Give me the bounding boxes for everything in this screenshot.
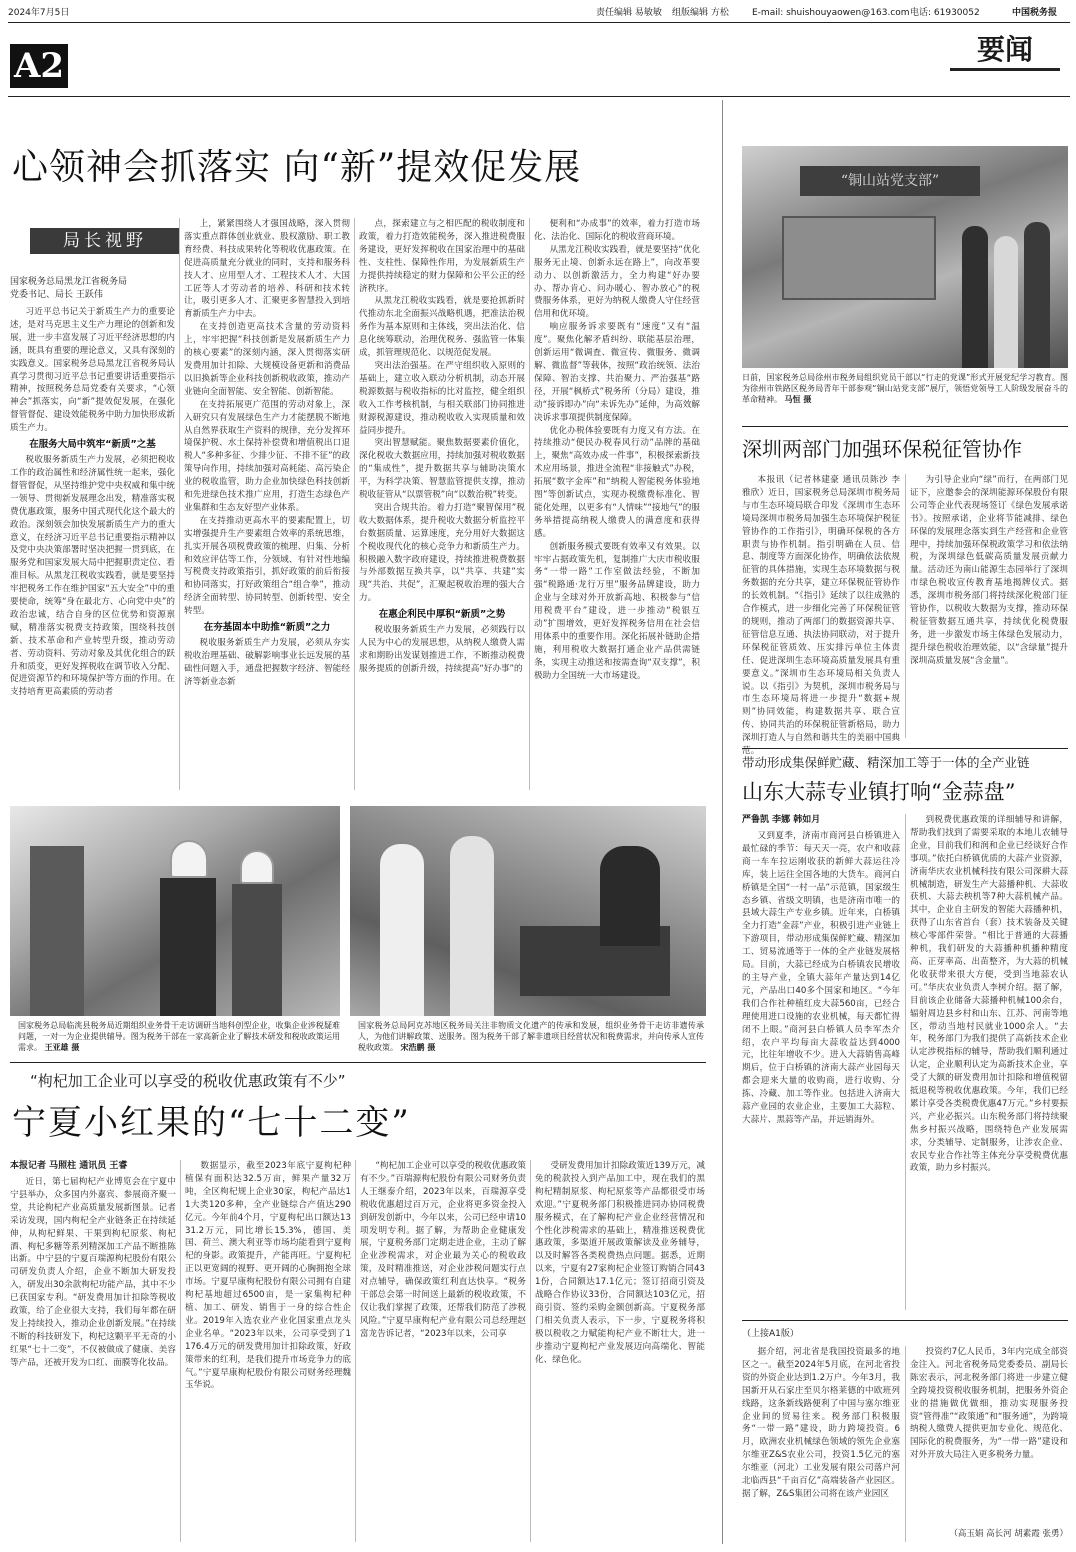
worker-figure — [30, 846, 84, 1016]
paragraph: 到税费优惠政策的详细辅导和讲解，帮助我们找到了需要采取的本地儿农辅导企业，目前我们和润和企业已经谈好合作事项。”依托白桥镇优质的大蒜产业资源，济南华庆农业机械科技有限公司深耕大蒜机械制造，研发生产大蒜播种机、大蒜收获机、大蒜去秧机等7种大蒜机械产品。其中，企业自主研发的智能大蒜播种机，获得了山东省首台（套）技术装备及关键核心零部件荣誉。“相比于普通的大蒜播种机，我们研发的大蒜播种机播种精度高、正芽率高、出苗整齐，为大蒜的机械化收获带来很大方便，受到当地蒜农认可。”华庆农业负责人李树介绍。据了解，目前该企业储备大蒜播种机械100余台，辐射周边县乡村和山东、江苏、河南等地区，带动当地村民就业1000余人。“去年，税务部门为我们提供了高新技术企业认定涉税指标的辅导，帮助我们顺利通过认定，企业顺利认定为高新技术企业，享受了大额的研发费用加计扣除和增值税留抵退税等税收优惠政策。今年，我们已经累计享受各类税费优惠47万元。”乡村要振兴，产业必振兴。山东税务部门将持续聚焦乡村振兴战略，围绕特色产业发展需求，分类辅导、定制服务，让涉农企业、农民专业合作社等主体充分享受税费优惠政策，助力乡村振兴。 — [910, 815, 1068, 1174]
section-rule — [742, 748, 1068, 749]
paragraph: 税收服务新质生产力发展，必须践行以人民为中心的发展思想，从纳税人缴费人需求和期盼出发谋划推进工作，不断推动税费服务提质的创新升级，持续提高“好办事”的 — [359, 625, 525, 674]
hebei-byline: （高玉娟 高长河 胡素霞 张勇） — [949, 1529, 1068, 1539]
paragraph: 点，探索建立与之相匹配的税收制度和政策，着力打造效能税务，深入推进税费服务建设，更好发挥税收在国家治理中的基础性、支柱性、保障性作用，为发展新质生产力提供持续稳定的财力保障和公平公正的经济秩序。 — [359, 219, 525, 294]
section-rule — [742, 1320, 1068, 1321]
paragraph: 上，紧紧围绕人才强国战略，深入贯彻落实重点群体创业就业、股权激励、职工教育经费、科技成果转化等税收优惠政策。在促进高质量充分就业的同时，支持和服务科技人才、应用型人才、工程技术人才、大国工匠等人才劳动者的培养、科研和技术转让，吸引更多人才、汇聚更多智慧投入到培育新质生产力中去。 — [184, 219, 350, 320]
phone-contact: 电话: 61930052 — [910, 8, 980, 18]
paragraph: 受研发费用加计扣除政策近139万元，减免的税款投入到产品加工中，现在我们的黑枸杞精制原浆、枸杞原浆等产品都很受市场欢迎。”宁夏税务部门积极推进同办协同税费服务模式，在了解枸杞产业企业经营情况和个性化涉税需求的基础上，精准推送税费优惠政策，多渠道开展政策解读及业务辅导，以及时解答各类税费热点问题。据悉，近期以来，宁夏有27家枸杞企业签订购销合同431份，合同额达17.1亿元；签订招商引资及战略合作协议33份，合同额达103亿元，招商引资、签约采购金额创新高。宁夏税务部门相关负责人表示，下一步，宁夏税务将积极以税收之力赋能枸杞产业不断壮大，进一步推动宁夏枸杞产业发展迈向高端化、智能化、绿色化。 — [535, 1161, 705, 1365]
tax-visit-caption — [18, 1020, 340, 1054]
subheading: 在夯基固本中助推“新质”之力 — [203, 622, 331, 634]
photographer-credit: 王亚雄 摄 — [44, 1043, 80, 1052]
shandong-headline: 山东大蒜专业镇打响“金蒜盘” — [742, 780, 1016, 804]
visitor-figure — [994, 236, 1018, 368]
column-divider — [179, 218, 180, 790]
paragraph: 在支持创造更高技术含量的劳动资料上，牢牢把握“科技创新是发展新质生产力的核心要素”的深刻内涵，深入贯彻落实研发费用加计扣除、大规模设备更新和消费品以旧换新等企业科技创新税收政策，推动产业链向全面智能、安全智能、创新智能。 — [184, 322, 350, 397]
masthead-bar — [8, 6, 1070, 20]
ningxia-headline: 宁夏小红果的“七十二变” — [12, 1103, 411, 1143]
column-divider — [354, 218, 355, 790]
masthead-rule — [8, 22, 1070, 23]
ningxia-byline: 本报记者 马照柱 通讯员 王睿 — [10, 1161, 128, 1171]
caption-text: 日前，国家税务总局徐州市税务局组织党员干部以“行走的党课”形式开展党纪学习教育。图为徐州市铁路区税务局青年干部参观“铜山站党支部”展厅，领悟党领导工人阶级发展奋斗的革命精神。 — [742, 373, 1068, 404]
hebei-col-1 — [742, 1346, 900, 1542]
ningxia-col-3 — [360, 1160, 526, 1542]
column-divider — [905, 814, 906, 1310]
shandong-col-1 — [742, 830, 900, 1310]
shenzhen-col-2 — [910, 474, 1068, 738]
paragraph: 从黑龙江税收实践看，就是要坚持“优化服务无止境、创新永远在路上”，向改革要动力、以创新激活力，全力构建“好办要办、帮办肯心、问办暖心、智办放心”的税费服务体系，更好为纳税人缴费人守住经营信用和优环境。 — [534, 244, 701, 320]
hebei-col-2 — [910, 1346, 1068, 1528]
paragraph: 优化办税体验要既有力度又有方法。在持续推动“便民办税春风行动”品牌的基础上，聚焦“高效办成一件事”，积极探索新技术应用场景，推进全流程“非接触式”办税，拓展“数字金库”和“纳税人智能税务体验地图”等创新试点，实现办税缴费标准化、智能化处理，以更多有“人情味”“接地气”的服务举措提高纳税人缴费人的满意度和获得感。 — [534, 425, 700, 539]
column-divider — [905, 474, 906, 738]
paragraph: 又到夏季，济南市商河县白桥镇进入最忙碌的季节：每天天一亮，农户和收蒜商一车车拉运刚收获的新鲜大蒜运往冷库，装上运往全国各地的大货车。商河白桥镇是全国“一村一品”示范镇，国家级生态乡镇、省级文明镇，也是济南市唯一的县域大蒜生产专业乡镇。近年来，白桥镇全力打造“金蒜”产业，积极引进产业链上下游项目，带动形成集保鲜贮藏、精深加工、贸易流通等于一体的全产业链发展格局。目前，大蒜已经成为白桥镇农民增收的主导产业，全镇大蒜年产量达到14亿元，产品出口40多个国家和地区。“今年我们合作社种植红皮大蒜560亩，已经合理使用进口设施的农业机械，每天都忙得闭不上眼。”商河县白桥镇人员李军杰介绍，农户平均每亩大蒜收益达到4000元，比往年增收不少。进入大蒜销售高峰期后，位于白桥镇的济南大蒜产业园每天都会迎来大量的收购商，进行收购、分拣、冷藏、加工等作业。包括进入济南大蒜产业园的农业企业，主要加工大蒜粒、大蒜片、黑蒜等产品，并远销海外。 — [742, 831, 900, 1125]
author-org: 国家税务总局黑龙江省税务局 — [10, 277, 128, 287]
artisan-figure — [600, 846, 660, 946]
visitor-figure — [962, 226, 988, 368]
column-divider — [355, 1160, 356, 1542]
heritage-visit-photo — [350, 806, 706, 1016]
page-number: A2 — [10, 44, 68, 88]
main-col-1 — [10, 306, 175, 790]
section-title: 要闻 — [950, 32, 1060, 71]
party-exhibit-photo — [742, 146, 1068, 368]
section-rule — [742, 426, 1068, 427]
subheading: 在服务大局中筑牢“新质”之基 — [29, 439, 156, 451]
column-divider — [905, 1346, 906, 1542]
ningxia-col-2 — [185, 1160, 351, 1542]
author-name: 党委书记、局长 王跃伟 — [10, 290, 103, 300]
exhibit-display-board — [782, 216, 936, 300]
caption-text: 国家税务总局阿克苏地区税务局关注非物质文化遗产的传承和发展，组织业务骨干走访非遗传承人，为他们讲解政策、送服务。图为税务干部了解非遗项目经营状况和税费需求，并向传承人宣传税收政策。 — [358, 1021, 704, 1052]
paragraph: 近日，第七届枸杞产业博览会在宁夏中宁县举办，众多国内外嘉宾、参展商齐聚一堂，共论枸杞产业高质量发展新图景。记者采访发现，国内枸杞全产业链条正在持续延伸，从枸杞鲜果、干果到枸杞原浆、枸杞酒、枸杞多糖等系列精深加工产品不断推陈出新。中宁县的宁夏百瑞源枸杞股份有限公司研发负责人介绍，企业不断加大研发投入，研发出30余款枸杞功能产品，其中不少已获国家专利。“研发费用加计扣除等税收政策，给了企业很大支持，我们每年都在研发上持续投入，推动企业创新发展。”在持续不断的科技研发下，枸杞这颗平平无奇的小红果“七十二变”，不仅被做成了健康、美容等产品，还被开发为口红、面膜等化妆品。 — [10, 1177, 176, 1368]
heritage-visit-caption — [358, 1020, 704, 1054]
photographer-credit: 宋浩鹏 摄 — [400, 1043, 436, 1052]
paragraph: “枸杞加工企业可以享受的税收优惠政策有不少。”百瑞源枸杞股份有限公司财务负责人王继泰介绍，2023年以来，百瑞源享受税收优惠超过百万元，企业将更多资金投入到研发创新中，今年以来，公司已经申请10项发明专利。据了解，为帮助企业健康发展，宁夏税务部门定期走进企业，主动了解企业涉税需求，对企业最为关心的税收政策，及时精准推送，对企业涉税问题实行点对点辅导，确保政策红利直达快享。“税务干部总会第一时间送上最新的税收政策，不仅让我们掌握了政策，还帮我们防范了涉税风险。”宁夏早康枸杞产业有限公司总经理赵富龙告诉记者，“2023年以来，公司享 — [360, 1161, 527, 1339]
column-divider — [529, 218, 530, 790]
paragraph: 据介绍，河北省是我国投资最多的地区之一。截至2024年5月底，在河北省投资的外资企业达到1.2万户。今年3月，我国新开从石家庄至贝尔格莱德的中欧班列线路，这条新线路便利了中国与塞尔维亚企业间的贸易往来。税务部门积极服务“一带一路”建设，助力跨境投资。6月，欧洲农业机械绿色领域的领先企业塞尔维亚Z&S农业公司，投资1.5亿元的塞尔维亚（河北）工业发展有限公司落户河北临西县“千亩百亿”高端装备产业园区。据了解，Z&S集团公司将在该产业园区 — [742, 1347, 900, 1499]
main-byline — [10, 276, 175, 302]
party-photo-caption — [742, 372, 1068, 418]
shandong-kicker: 带动形成集保鲜贮藏、精深加工等于一体的全产业链 — [742, 755, 1030, 770]
safety-helmet — [240, 850, 274, 884]
subheading: 在惠企利民中厚积“新质”之势 — [378, 609, 506, 621]
paragraph: 突出法治强基。在严守组织收入原则的基础上，建立收入联动分析机制，动态开展税源数据与税收指标的比对监控，健全组织收入工作考核机制，与相关联部门协同推进财源税源建设，推动税收收入实现质量和效益同步提升。 — [359, 360, 525, 436]
paragraph: 从黑龙江税收实践看，就是要抢抓新时代推动东北全面振兴战略机遇，把准法治税务作为基本原则和主体线，突出法治化、信息化统筹联动，治理优税务、强监管一体集成，抓管理规范化、以规范促发展。 — [359, 296, 525, 359]
main-col-2 — [184, 218, 350, 790]
shenzhen-col-1 — [742, 474, 900, 757]
main-col-3 — [359, 218, 525, 790]
column-tag: 局长视野 — [30, 228, 180, 254]
worker-figure — [232, 884, 282, 1016]
section-rule — [10, 1062, 706, 1063]
shandong-byline: 严鲁凯 李娜 韩如月 — [742, 815, 821, 825]
header-rule — [8, 96, 1070, 97]
safety-helmet — [170, 840, 208, 878]
issue-date: 2024年7月5日 — [8, 8, 70, 18]
paragraph: 本报讯（记者林建豪 通讯员陈沙 李雅欣）近日，国家税务总局深圳市税务局与市生态环境局联合印发《深圳市生态环境局深圳市税务局加强生态环境保护税征管协作的工作指引》，明确环保税的各方职责与协作机制。指引明确在人员、信息、制度等方面深化协作，明确依法依规征管的具体措施，实现生态环境数据与税务数据的充分共享，建立环保税征管协作的长效机制。“《指引》延续了以往成熟的合作模式，进一步细化完善了环保税征管的规则，推动了两部门的数据资源共享、征管信息互通、执法协同联动，对于提升环保税征管质效、压实排污单位主体责任、促进深圳生态环境高质量发展具有重要意义。”深圳市生态环境局相关负责人说。以《指引》为契机，深圳市税务局与市生态环境局将进一步提升“数据+规则”协同效能，构建数据共享、联合宣传、协同共治的环保税征管新格局，助力深圳打造人与自然和谐共生的美丽中国典范。 — [742, 475, 900, 757]
page-column-divider — [722, 100, 723, 1544]
paragraph: 为引导企业向“绿”而行，在两部门见证下，应邀参会的深圳能源环保股份有限公司等企业代表现场签订《绿色发展承诺书》。按照承诺，企业将节能减排、绿色环保的发展理念落实到生产经营和企业管理中，持续加强环保税政策学习和依法纳税，为深圳绿色低碳高质量发展贡献力量。活动还为南山能源生态园举行了深圳市绿色税收宣传教育基地揭牌仪式。据悉，深圳市税务部门将持续深化税部门征管协作，以税收大数据为支撑，推动环保税征管数据互通共享，持续优化税费服务，进一步激发市场主体绿色发展动力，提升绿色税收治理效能，以“含绿量”提升深圳高质量发展“含金量”。 — [910, 475, 1068, 666]
photographer-credit: 马恒 摄 — [784, 395, 812, 404]
main-col-4 — [534, 218, 700, 790]
exhibit-wall-sign: “铜山站党支部” — [800, 166, 980, 196]
tax-officer-figure — [380, 844, 424, 1016]
paragraph: 突出智慧赋能。聚焦数据要素价值化，深化税收大数据应用，持续加强对税收数据的“集成性”，提升数据共享与辅助决策水平，为科学决策、智慧监管提供支撑，推动税收征管从“以票管税”向“以数治税”转变。 — [359, 438, 525, 501]
paragraph: 数据显示，截至2023年底宁夏枸杞种植保有面积达32.5万亩，鲜果产量32万吨，全区枸杞规上企业30家，枸杞产品达11大类120多种，全产业链综合产值达290亿元。今年前4个月，宁夏枸杞出口额达1331.2万元，同比增长15.3%，德国、美国、荷兰、澳大利亚等市场均能看到宁夏枸杞的身影。政策提升，产能再旺。宁夏枸杞正以更宽阔的视野、更开阔的心胸拥抱全球市场。宁夏早康枸杞股份有限公司拥有自建枸杞基地超过6500亩，是一家集枸杞种植、加工、研发、销售于一身的综合性企业。2019年入选农业产业化国家重点龙头企业名单。“2023年以来，公司享受到了1176.4万元的研发费用加计扣除政策，好政策带来的红利，是我们提升市场竞争力的底气。”宁夏早康枸杞股份有限公司财务经理魏玉华说。 — [185, 1161, 351, 1391]
tax-visit-photo — [10, 806, 340, 1016]
visitor-figure — [1024, 222, 1050, 368]
shandong-col-2 — [910, 814, 1068, 1310]
shenzhen-headline: 深圳两部门加强环保税征管协作 — [742, 437, 1022, 461]
continued-tag: （上接A1版） — [742, 1329, 799, 1339]
paragraph: 创新服务模式要既有效率又有效果。以牢牢占据政策先机，复制推广大庆市税收服务“一带一路”工作室做法经验，不断加强“税路通·龙行万里”服务品牌建设，助力企业与全球对外开放新高地、积极参与“信用税费平台”建设，进一步推动“税银互动”扩围增效，更好发挥税务信用在社会信用体系中的重要作用。深化拓展补链助企措施，利用税收大数据打通企业产品供需链条，实现主动推送和按需查询“双支撑”，积极助力全国统一大市场建设。 — [534, 541, 700, 681]
column-divider — [180, 1160, 181, 1542]
caption-text: 国家税务总局临洮县税务局近期组织业务骨干走访调研当地科创型企业，收集企业涉税疑难问题，一对一为企业提供辅导。图为税务干部在一家高新企业了解技术研发和税收政策运用需求。 — [18, 1021, 340, 1052]
layout-credit: 组版编辑 方松 — [672, 8, 729, 18]
paragraph: 响应服务诉求要既有“速度”又有“温度”。聚焦化解矛盾纠纷、联能基层治理，创新运用“微调査、微宣传、微服务、微调解、微监督”等载体，按照“政治统领、法治保障、智治支撑、共治聚力、严治强基”路径，开展“枫桥式”税务所（分局）建设，推动“接诉即办”向“未诉先办”延伸，为高效解决诉求事项提供制度保障。 — [534, 322, 700, 423]
paragraph: 习近平总书记关于新质生产力的重要论述，是对马克思主义生产力理论的创新和发展，进一步丰富发展了习近平经济思想的内涵，既具有重要的理论意义，又具有深刻的实践意义。国家税务总局黑龙江省税务局认真学习贯彻习近平总书记重要讲话重要指示精神，按照税务总局党委有关要求，“心领神会”抓落实，向“新”提效促发展，在强化督管督促、建设效能税务中助力加快形成新质生产力。 — [10, 307, 175, 434]
paragraph: 突出合规共治。着力打造“聚智保用”税收大数据体系，提升税收大数据分析监控平台数据质量、运算速度，充分用好大数据这个税收现代化的核心竞争力和新质生产力。积极融入数字政府建设，持续推进税费数据与外部数据互换共享，以“共享、共建”实现“共治、共促”，汇聚起税收治理的强大合力。 — [359, 502, 525, 604]
paragraph: 投资约7亿人民币，3年内完成全部资金注入。河北省税务局党委委员、副局长陈宏表示，河北税务部门将进一步建立健全跨境投资税收服务机制，把服务外资企业的措施做优做细，推动实现服务投资“管得准”“政策通”和“服务通”，为跨境纳税人缴费人提供更加专业化、规范化、国际化的税费服务，为“一带一路”建设和对外开放大局注入更多税务力量。 — [910, 1347, 1068, 1461]
paragraph: 在支持拓展更广范围的劳动对象上，深入研究只有发展绿色生产力才能摆脱不断地从自然界获取生产资料的规律，充分发挥环境保护税、水土保持补偿费和增值税出口退税人“多种多征、少排少征、不排不征”的政策导向作用，持续加强对高耗能、高污染企业的税收监管，助力企业加快绿色科技创新和先进绿色技术推广应用，打造生态绿色产业集群和生态友好型产业体系。 — [184, 399, 350, 513]
ningxia-col-1 — [10, 1176, 176, 1542]
column-divider — [530, 1160, 531, 1542]
paragraph: 在支持推动更高水平的要素配置上，切实增强提升生产要素组合效率的系统思维，扎实开展各项税费政策的梳理、归集、分析和效应评估等工作，分领域、有针对性地编写税费支持政策指引，抓好政策的前后衔接和协同落实，打好政策组合“组合拳”，推动经济全面转型、协同转型、创新转型、安全转型。 — [184, 515, 350, 617]
editor-credit: 责任编辑 易敏敏 — [596, 8, 662, 18]
tax-officer-figure — [450, 836, 494, 1016]
paragraph: 税收服务新质生产力发展，必须把税收工作的政治属性和经济属性统一起来，强化督管督促，从坚持维护党中央权威和集中统一领导、贯彻新发展理念出发，精准落实税费优惠政策，服务中国式现代化这个最大的政治。深刻领会加快发展新质生产力的重大意义，在经济习近平总书记重要指示精神以及党中央决策部署时坚决把握一贯到底，在服务党和国家发展大局中把握职责定位、看准目标。从黑龙江税收实践看，就是要坚持牢把税务工作在维护国家“五大安全”中的重要使命，统筹“身在最北方、心向党中央”的政治忠诚，结合自身的区位优势和资源禀赋，精准落实税费支持政策，围绕科技创新、技术革命和产业转型升级，推动劳动者、劳动资料、劳动对象及其优化组合的跃升和质变，更好发挥税收在调节收入分配、促进资源节约和环境保护等方面的作用。在支持培育更高素质的劳动者 — [10, 455, 175, 698]
paragraph: 便利和“办成事”的效率，着力打造市场化、法治化、国际化的税收营商环境。 — [534, 219, 700, 242]
email-contact: E-mail: shuishouyaowen@163.com — [752, 8, 910, 18]
ningxia-col-4 — [535, 1160, 705, 1542]
main-headline: 心领神会抓落实 向“新”提效促发展 — [12, 147, 582, 188]
paper-name: 中国税务报 — [1012, 8, 1058, 18]
paragraph: 税收服务新质生产力发展，必须从夯实税收治理基础、破解影响事业长远发展的基础性问题入手，通盘把握数字经济、智能经济等新业态新 — [184, 638, 350, 687]
ningxia-kicker: “枸杞加工企业可以享受的税收优惠政策有不少” — [30, 1072, 346, 1090]
worker-figure — [160, 878, 216, 1016]
